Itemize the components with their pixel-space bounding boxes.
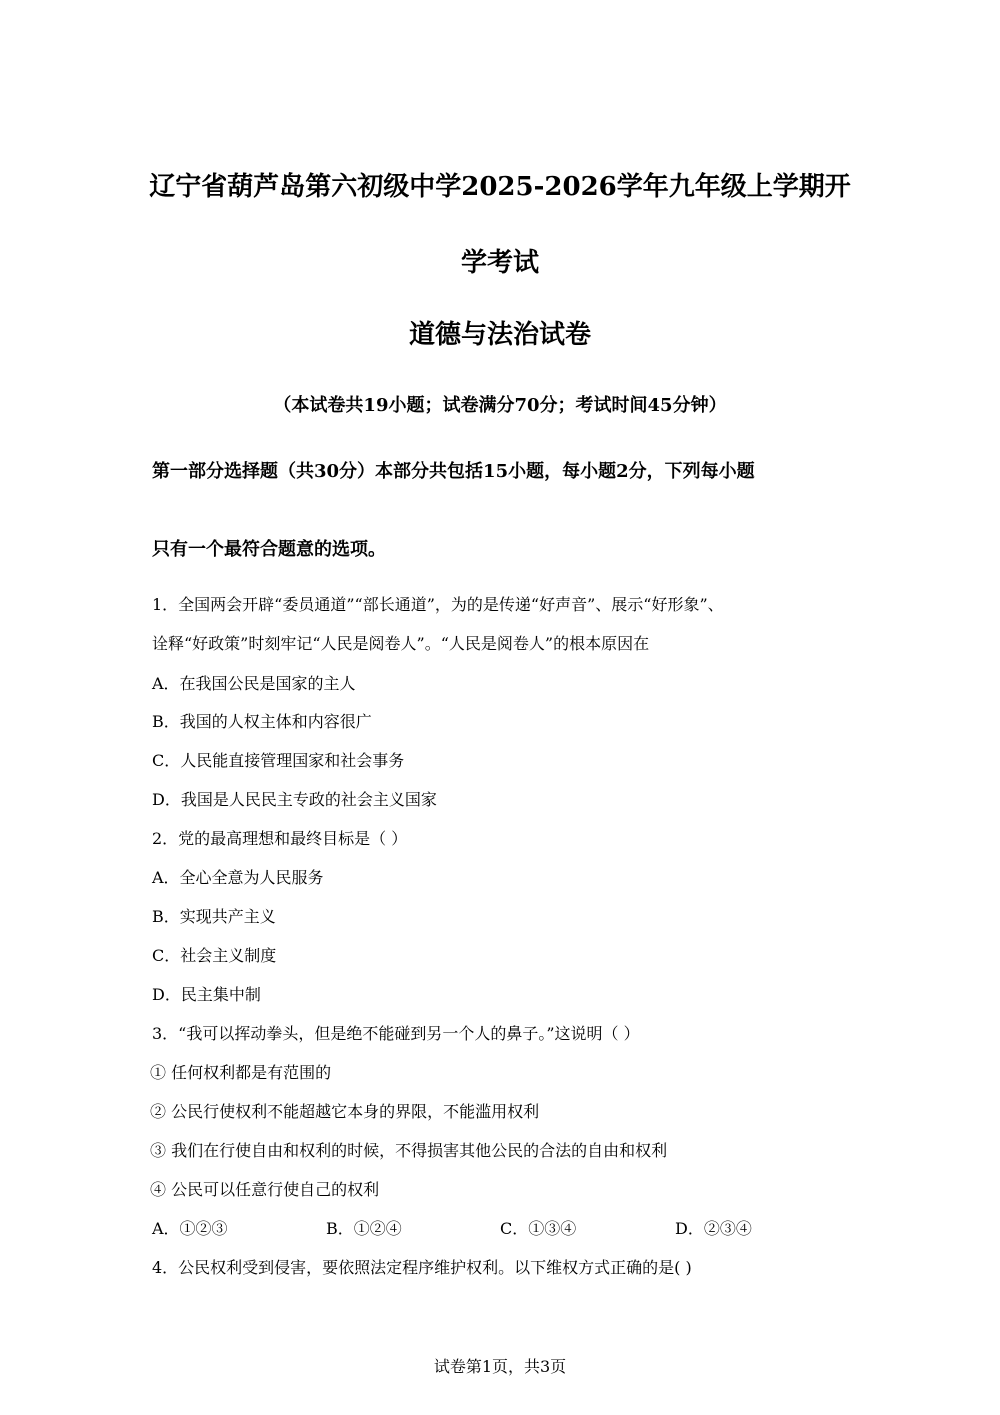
question-3-stem: 3．“我可以挥动拳头，但是绝不能碰到另一个人的鼻子。”这说明（ ） bbox=[152, 1024, 640, 1043]
exam-title-line1: 辽宁省葫芦岛第六初级中学2025-2026学年九年级上学期开 bbox=[149, 172, 851, 202]
question-3-statement-3: ③ 我们在行使自由和权利的时候，不得损害其他公民的合法的自由和权利 bbox=[150, 1141, 668, 1160]
exam-title-line2: 学考试 bbox=[460, 248, 539, 278]
exam-note: （本试卷共19小题；试卷满分70分；考试时间45分钟） bbox=[273, 395, 727, 416]
question-3-option-b: B．①②④ bbox=[326, 1219, 402, 1238]
question-2-option-a: A．全心全意为人民服务 bbox=[152, 868, 324, 887]
section-instruction-line1: 第一部分选择题（共30分）本部分共包括15小题，每小题2分，下列每小题 bbox=[152, 461, 755, 482]
question-2-option-d: D．民主集中制 bbox=[152, 985, 261, 1004]
question-1-option-d: D．我国是人民民主专政的社会主义国家 bbox=[152, 790, 437, 809]
question-1-option-a: A．在我国公民是国家的主人 bbox=[152, 674, 356, 693]
question-2-option-b: B．实现共产主义 bbox=[152, 907, 276, 926]
question-1-stem-line1: 1．全国两会开辟“委员通道”“部长通道”，为的是传递“好声音”、展示“好形象”、 bbox=[152, 595, 724, 614]
question-3-statement-1: ① 任何权利都是有范围的 bbox=[150, 1063, 332, 1082]
question-2-option-c: C．社会主义制度 bbox=[152, 946, 277, 965]
question-3-option-c: C．①③④ bbox=[500, 1219, 577, 1238]
question-1-stem-line2: 诠释“好政策”时刻牢记“人民是阅卷人”。“人民是阅卷人”的根本原因在 bbox=[152, 634, 650, 653]
section-instruction-line2: 只有一个最符合题意的选项。 bbox=[152, 539, 386, 560]
question-1-option-c: C．人民能直接管理国家和社会事务 bbox=[152, 751, 405, 770]
page-footer: 试卷第1页，共3页 bbox=[433, 1357, 567, 1376]
exam-subject-title: 道德与法治试卷 bbox=[408, 320, 591, 350]
question-3-option-d: D．②③④ bbox=[675, 1219, 752, 1238]
question-1-option-b: B．我国的人权主体和内容很广 bbox=[152, 712, 372, 731]
question-4-stem: 4．公民权利受到侵害，要依照法定程序维护权利。以下维权方式正确的是( ) bbox=[152, 1258, 692, 1277]
question-2-stem: 2．党的最高理想和最终目标是（ ） bbox=[152, 829, 408, 848]
question-3-statement-4: ④ 公民可以任意行使自己的权利 bbox=[150, 1180, 380, 1199]
question-3-option-a: A．①②③ bbox=[152, 1219, 228, 1238]
question-3-statement-2: ② 公民行使权利不能超越它本身的界限，不能滥用权利 bbox=[150, 1102, 540, 1121]
